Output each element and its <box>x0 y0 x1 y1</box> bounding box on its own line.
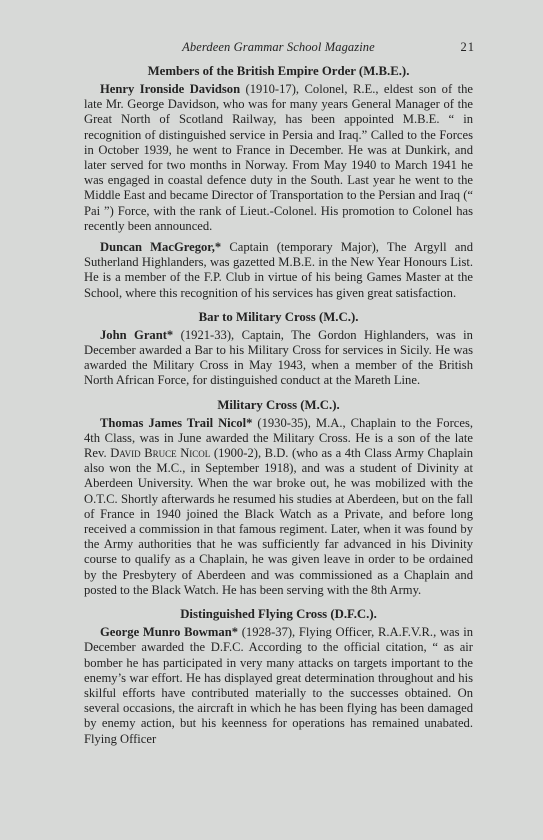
entry-name: John Grant* <box>100 327 174 342</box>
entry-henry-ironside-davidson <box>84 82 473 234</box>
entry-duncan-macgregor <box>84 240 473 301</box>
page-number: 21 <box>460 40 475 54</box>
entry-name: Henry Ironside Davidson <box>100 82 241 96</box>
running-title: Aberdeen Grammar School Magazine <box>182 40 375 54</box>
entry-text: (1921-33), Captain, The Gordon Highlanders, was in December awarded a Bar to his Military Cross for services in Sicily. He was awarded the Military Cross in May 1943, when a member of the British North African Force, for distinguished conduct at the Mareth Line. <box>84 327 473 388</box>
section-heading-mc: Military Cross (M.C.). <box>217 397 340 412</box>
entry-name: Thomas James Trail Nicol* <box>100 415 253 430</box>
entry-thomas-james-trail-nicol <box>84 416 473 598</box>
entry-text: (1928-37), Flying Officer, R.A.F.V.R., was in December awarded the D.F.C. According to the official citation, “ as air bomber he has participated in very many attacks on targets important to the enemy’s war effort. He has displayed great determination throughout and his skilful efforts have contributed materially to the successes obtained. On several occasions, the aircraft in which he has been flying has been damaged by enemy action, but his keenness for operations has remained unabated. Flying Officer <box>84 625 474 746</box>
section-heading-dfc: Distinguished Flying Cross (D.F.C.). <box>180 607 377 622</box>
entry-text: Captain (temporary Major), The Argyll and Sutherland Highlanders, was gazetted M.B.E. in the New Year Honours List. He is a member of the F.P. Club in virtue of his being Games Master at the School, where this recognition of his services has given great satisfaction. <box>84 240 473 300</box>
entry-text: (1910-17), Colonel, R.E., eldest son of the late Mr. George Davidson, who was for many years General Manager of the Great North of Scotland Railway, has been appointed M.B.E. “ in recognition of distinguished service in Persia and Iraq.” Called to the Forces in October 1939, he went to France in December. He was at Dunkirk, and later served for two months in Norway. From May 1940 to March 1941 he was engaged in coastal defence duty in the South. Last year he went to the Middle East and became Director of Transportation to the Persian and Iraq (“ Pai ”) Force, with the rank of Lieut.-Colonel. His promotion to Colonel has recently been announced. <box>84 82 473 233</box>
entry-small-caps-name: David Bruce Nicol <box>110 446 211 461</box>
entry-george-munro-bowman <box>84 625 473 747</box>
section-heading-bar-mc: Bar to Military Cross (M.C.). <box>198 309 359 324</box>
entry-name: George Munro Bowman* <box>100 625 238 640</box>
entry-john-grant <box>84 328 473 389</box>
entry-text: (1900-2), B.D. (who as a 4th Class Army Chaplain also won the M.C., in September 1918), and was a student of Divinity at Aberdeen University. When the war broke out, he was mobilized with the O.T.C. Shortly afterwards he resumed his studies at Aberdeen, but on the fall of France in 1940 joined the Black Watch as a Private, and before long received a commission in that famous regiment. Later, when it was found by the Army authorities that he was sufficiently far advanced in his Divinity course to qualify as a Chaplain, he was given leave in order to be ordained by the Presbytery of Aberdeen and was commissioned as a Chaplain and posted to the Black Watch. He has been serving with the 8th Army. <box>84 446 474 597</box>
running-header <box>84 40 473 58</box>
entry-text: (1930-35), M.A., Chaplain to the Forces, 4th Class, was in June awarded the Military Cross. He is a son of the late Rev. <box>84 415 474 461</box>
entry-name: Duncan MacGregor,* <box>100 240 222 255</box>
section-heading-mbe: Members of the British Empire Order (M.B.E.). <box>147 64 410 78</box>
